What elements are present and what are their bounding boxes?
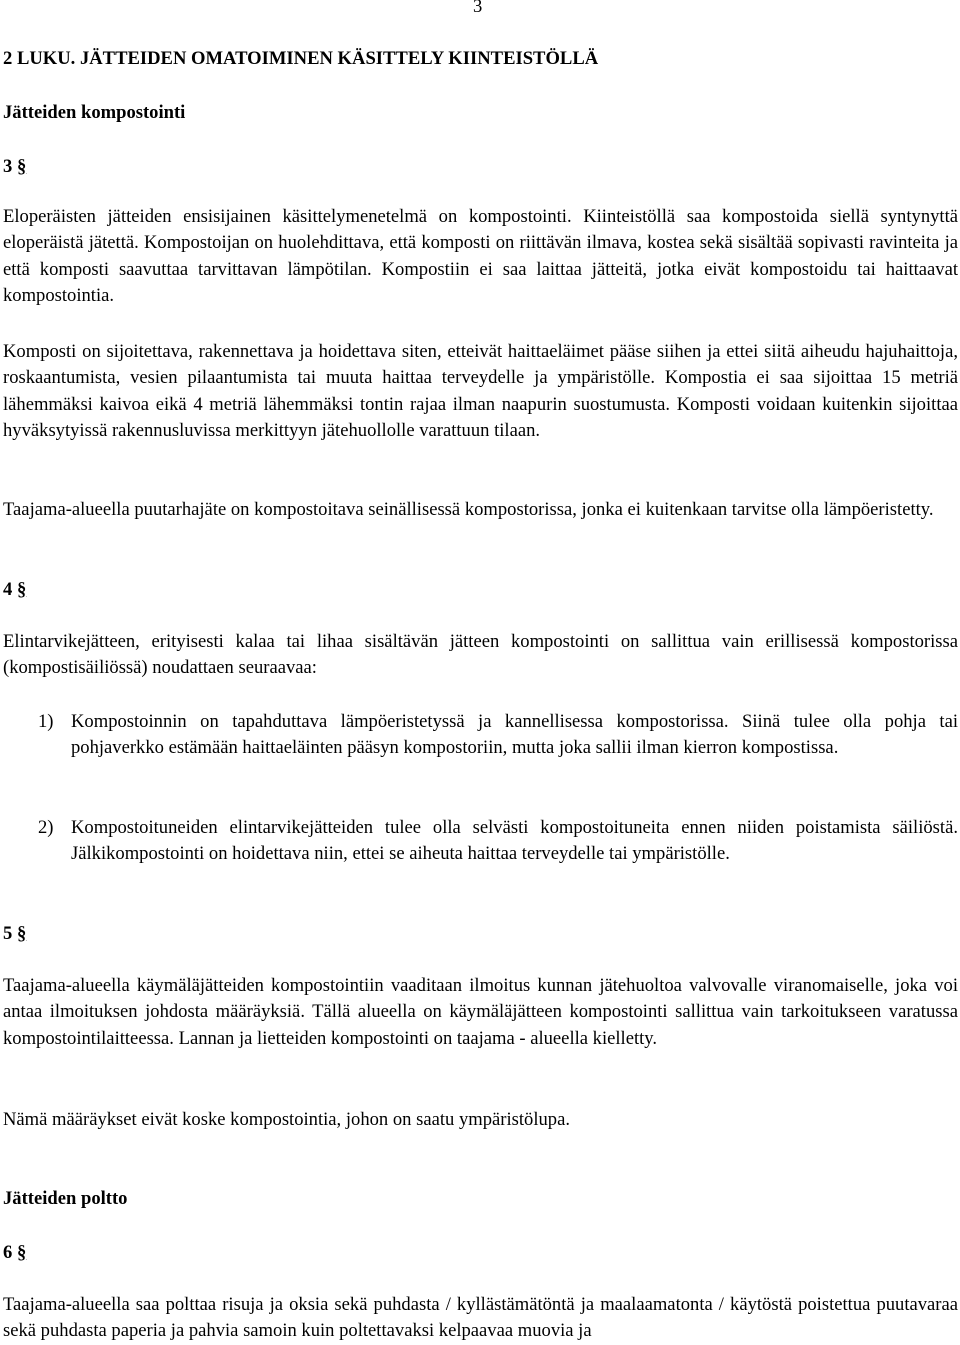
list-item-text: Kompostoituneiden elintarvikejätteiden tulee olla selvästi kompostoituneita ennen niiden poistamista säiliöstä. Jälkikompostointi on hoidettava niin, ettei se aiheuta haittaa terveydelle tai ympäristölle.: [71, 817, 958, 865]
chapter-title: 2 LUKU. JÄTTEIDEN OMATOIMINEN KÄSITTELY KIINTEISTÖLLÄ: [3, 48, 599, 69]
section-4-paragraph-1: Elintarvikejätteen, erityisesti kalaa tai lihaa sisältävän jätteen kompostointi on sallittua vain erillisessä kompostorissa (kompostisäiliössä) noudattaen seuraavaa:: [3, 631, 958, 679]
section-symbol: §: [16, 579, 27, 600]
page-number: 3: [473, 0, 483, 17]
section-3-paragraph-2: Komposti on sijoitettava, rakennettava ja hoidettava siten, etteivät haittaeläimet pääse siihen ja ettei siitä aiheudu hajuhaittoja, roskaantumista, vesien pilaantumista tai muuta haittaa terveydelle ja ympäristölle. Kompostia ei saa sijoittaa 15 metriä lähemmäksi kaivoa eikä 4 metriä lähemmäksi tontin rajaa ilman naapurin suostumusta. Komposti voidaan kuitenkin sijoittaa hyväksytyissä rakennusluvissa merkittyyn jätehuollolle varattuun tilaan.: [3, 341, 958, 442]
section-heading-burning: Jätteiden poltto: [3, 1188, 128, 1209]
list-item-number: 1): [38, 711, 54, 732]
section-5-paragraph-2: Nämä määräykset eivät koske kompostointia, johon on saatu ympäristölupa.: [3, 1109, 570, 1130]
section-heading-composting: Jätteiden kompostointi: [3, 102, 186, 123]
section-3-paragraph-3: Taajama-alueella puutarhajäte on kompostoitava seinällisessä kompostorissa, jonka ei kuitenkaan tarvitse olla lämpöeristetty.: [3, 499, 934, 520]
list-item-text: Kompostoinnin on tapahduttava lämpöeristetyssä ja kannellisessa kompostorissa. Siinä tulee olla pohja tai pohjaverkko estämään haittaeläinten pääsyn kompostoriin, mutta joka sallii ilman kierron kompostissa.: [71, 711, 958, 759]
section-6-paragraph-1: Taajama-alueella saa polttaa risuja ja oksia sekä puhdasta / kyllästämätöntä ja maalaamatonta / käytöstä poistettua puutavaraa sekä puhdasta paperia ja pahvia samoin kuin poltettavaksi kelpaavaa muovia ja: [3, 1294, 958, 1342]
section-4-heading: [3, 577, 958, 603]
section-number: 4: [3, 579, 17, 600]
list-item: [38, 709, 958, 762]
section-symbol: §: [16, 1242, 27, 1263]
section-symbol: §: [16, 923, 27, 944]
section-number: 3: [3, 156, 17, 177]
list-item: [38, 815, 958, 868]
section-6-heading: [3, 1240, 958, 1266]
section-symbol: §: [16, 156, 27, 177]
section-number: 6: [3, 1242, 17, 1263]
section-5-heading: [3, 921, 958, 947]
section-5-paragraph-1: Taajama-alueella käymäläjätteiden kompostointiin vaaditaan ilmoitus kunnan jätehuoltoa valvovalle viranomaiselle, joka voi antaa ilmoituksen johdosta määräyksiä. Tällä alueella on käymäläjätteen kompostointi sallittua vain tarkoitukseen varatussa kompostointilaitteessa. Lannan ja lietteiden kompostointi on taajama - alueella kielletty.: [3, 975, 958, 1049]
section-number: 5: [3, 923, 17, 944]
list-item-number: 2): [38, 817, 54, 838]
section-3-paragraph-1: Eloperäisten jätteiden ensisijainen käsittelymenetelmä on kompostointi. Kiinteistöllä saa kompostoida siellä syntynyttä eloperäistä jätettä. Kompostoijan on huolehdittava, että komposti on riittävän ilmava, kostea sekä sisältää sopivasti ravinteita ja että komposti saavuttaa tarvittavan lämpötilan. Kompostiin ei saa laittaa jätteitä, jotka eivät kompostoidu tai haittaavat kompostointia.: [3, 206, 958, 307]
section-3-heading: [3, 154, 958, 180]
